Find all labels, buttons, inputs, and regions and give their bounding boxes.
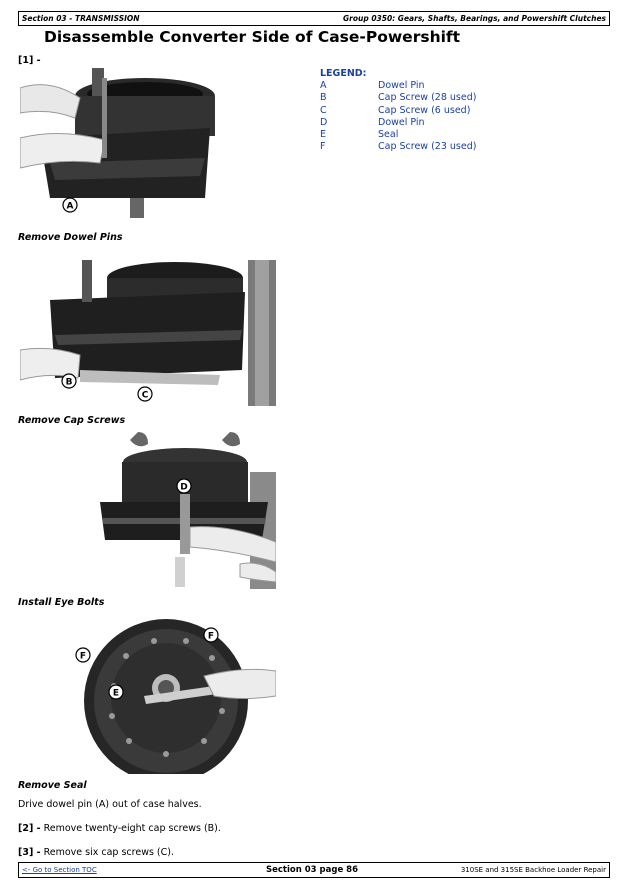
legend-key: C [320,104,327,116]
callout-a [63,198,77,212]
group-label: Group 0350: Gears, Shafts, Bearings, and Powershift Clutches [343,14,606,23]
step-text: Drive dowel pin (A) out of case halves. [18,799,202,810]
legend-row [320,92,476,104]
step-1-text [18,799,202,810]
page-title: Disassemble Converter Side of Case-Powershift [44,28,461,46]
callout-label: B [65,377,73,388]
callout-d [177,479,191,493]
callout-label: F [207,631,215,642]
legend-row [320,129,476,141]
legend-value: Cap Screw (23 used) [378,141,477,153]
step-marker: [2] - [18,823,41,834]
page-number: Section 03 page 86 [266,865,358,875]
step-marker: [3] - [18,847,41,858]
callout-label: D [180,482,188,493]
legend-row [320,141,476,153]
legend-title: LEGEND: [320,68,367,79]
page-header [18,11,610,26]
legend-key: A [320,80,327,91]
callout-label: F [79,651,87,662]
callout-b [62,374,76,388]
callout-f-left [76,648,90,662]
legend-key: B [320,92,327,104]
caption-remove-seal: Remove Seal [18,780,87,791]
step-3 [18,847,174,858]
figure-remove-cap-screws [20,260,276,406]
step-text: Remove six cap screws (C). [43,847,174,858]
section-label: Section 03 - TRANSMISSION [22,14,140,23]
callout-f-top [204,628,218,642]
legend-key: E [320,129,327,141]
legend-key: D [320,116,328,128]
caption-install-eye-bolts: Install Eye Bolts [18,597,105,608]
legend-value: Cap Screw (6 used) [378,104,471,116]
legend-value: Cap Screw (28 used) [378,92,477,104]
callout-label: C [141,390,149,401]
legend [320,68,476,154]
page-footer [18,862,610,878]
legend-value: Dowel Pin [378,80,425,91]
caption-remove-dowel-pins: Remove Dowel Pins [18,232,123,243]
legend-key: F [320,141,326,153]
figure-remove-dowel-pins [20,68,216,218]
legend-row [320,117,476,129]
callout-label: E [112,688,120,699]
callout-e [109,685,123,699]
step-1-marker: [1] - [18,55,41,66]
callout-c [138,387,152,401]
callout-label: A [66,201,74,212]
manual-title: 310SE and 315SE Backhoe Loader Repair [460,866,606,874]
legend-value: Seal [378,129,399,141]
figure-remove-seal [74,616,276,774]
legend-row [320,80,476,92]
figure-install-eye-bolts [90,432,276,589]
step-text: Remove twenty-eight cap screws (B). [43,823,221,834]
go-to-section-toc-link[interactable]: <- Go to Section TOC [22,866,97,874]
legend-value: Dowel Pin [378,116,425,128]
caption-remove-cap-screws: Remove Cap Screws [18,415,126,426]
legend-row [320,105,476,117]
step-2 [18,823,221,834]
